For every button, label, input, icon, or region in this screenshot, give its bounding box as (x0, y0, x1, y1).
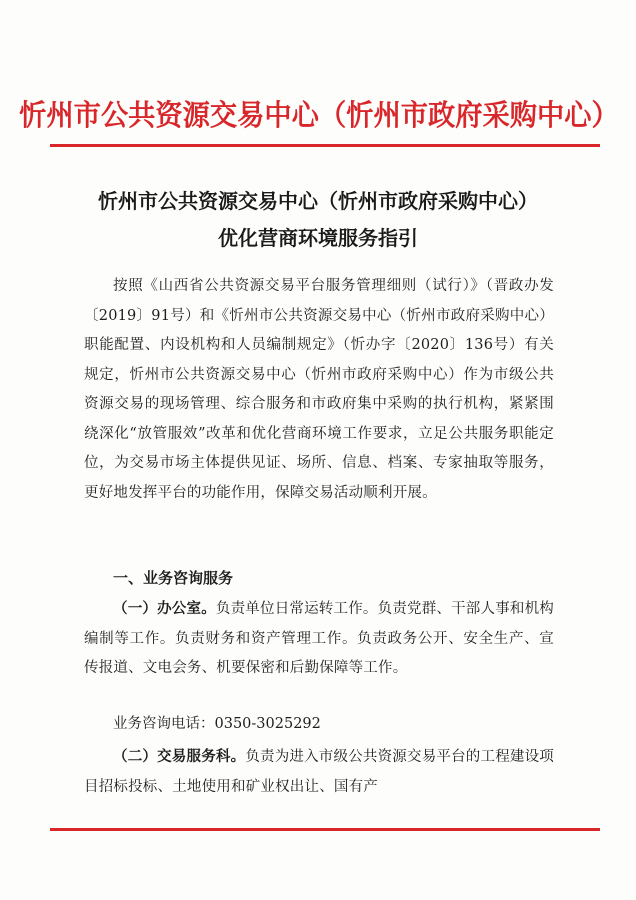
document-title-line2: 优化营商环境服务指引 (218, 226, 418, 250)
trade-lead: （二）交易服务科。 (113, 748, 246, 765)
document-title-line1: 忻州市公共资源交易中心（忻州市政府采购中心） (98, 189, 538, 213)
footer-divider (50, 828, 600, 831)
intro-paragraph: 按照《山西省公共资源交易平台服务管理细则（试行）》（晋政办发〔2019〕91号）和《忻州市公共资源交易中心（忻州市政府采购中心）职能配置、内设机构和人员编制规定》（忻办字〔2020〕136号）有关规定，忻州市公共资源交易中心（忻州市政府采购中心）作为市级公共资源交易的现场管理、综合服务和市政府集中采购的执行机构，紧紧围绕深化“放管服效”改革和优化营商环境工作要求，立足公共服务职能定位，为交易市场主体提供见证、场所、信息、档案、专家抽取等服务，更好地发挥平台的功能作用，保障交易活动顺利开展。 (84, 278, 554, 501)
section-heading: 一、业务咨询服务 (113, 569, 234, 587)
office-text: 负责单位日常运转工作。负责党群、干部人事和机构编制等工作。负责财务和资产管理工作。负责政务公开、安全生产、宣传报道、文电会务、机要保密和后勤保障等工作。 (84, 601, 555, 676)
trade-paragraph (84, 742, 554, 802)
trade-text: 负责为进入市级公共资源交易平台的工程建设项目招标投标、土地使用和矿业权出让、国有产 (84, 749, 555, 795)
office-phone: 业务咨询电话：0350-3025292 (113, 716, 321, 732)
office-paragraph (84, 594, 554, 684)
org-header-title: 忻州市公共资源交易中心（忻州市政府采购中心） (19, 98, 619, 132)
office-lead: （一）办公室。 (113, 600, 216, 617)
header-divider (50, 144, 600, 147)
